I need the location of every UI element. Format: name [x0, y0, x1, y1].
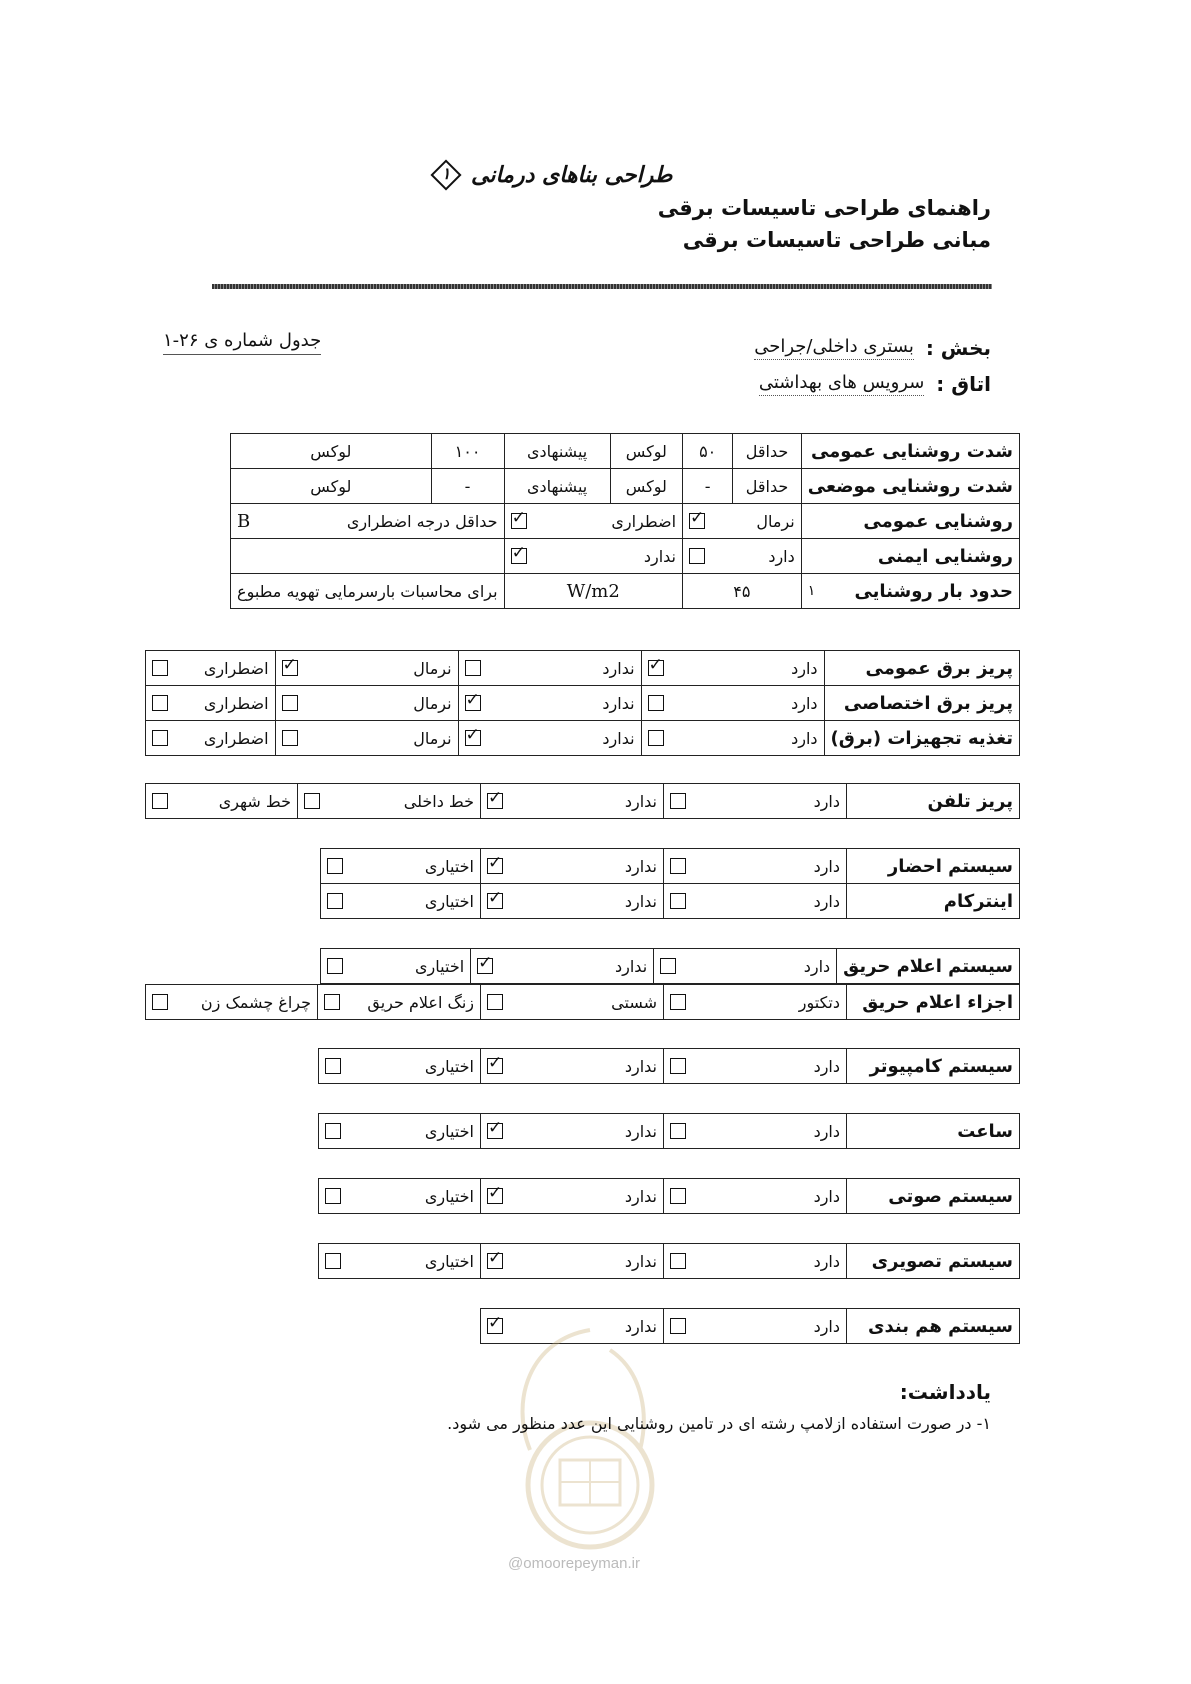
detector-label: دتکتور	[798, 992, 840, 1012]
document-header	[431, 158, 991, 256]
no-label: ندارد	[602, 658, 635, 678]
optional-option	[321, 849, 481, 884]
yes-label: دارد	[791, 728, 818, 748]
manual-call-option	[481, 985, 664, 1020]
optional-option	[321, 884, 481, 919]
table-row	[146, 985, 1020, 1020]
min-label: حداقل	[733, 434, 801, 469]
recommended-value: -	[431, 469, 504, 504]
yes-label: دارد	[813, 1316, 840, 1336]
safety-lighting-label: روشنایی ایمنی	[801, 539, 1019, 574]
book-title: طراحی بناهای درمانی	[471, 162, 673, 188]
general-intensity-label: شدت روشنایی عمومی	[801, 434, 1019, 469]
checkbox-city-line[interactable]	[152, 793, 168, 809]
checkbox-normal[interactable]	[282, 695, 298, 711]
paging-intercom-table	[320, 848, 1020, 919]
no-option	[458, 721, 641, 756]
watermark-text: @omoorepeyman.ir	[508, 1555, 640, 1572]
notes	[291, 1380, 991, 1433]
load-unit: W/m2	[504, 574, 682, 609]
checkbox-no[interactable]	[487, 1253, 503, 1269]
yes-option	[664, 784, 847, 819]
no-option	[481, 784, 664, 819]
bell-option	[318, 985, 481, 1020]
table-row	[231, 539, 1020, 574]
yes-option	[664, 1309, 847, 1344]
optional-option	[319, 1244, 481, 1279]
yes-label: دارد	[791, 658, 818, 678]
checkbox-yes[interactable]	[648, 660, 664, 676]
checkbox-yes[interactable]	[648, 730, 664, 746]
min-value: -	[683, 469, 733, 504]
checkbox-no[interactable]	[487, 793, 503, 809]
paging-label: سیستم احضار	[847, 849, 1020, 884]
room-label: اتاق :	[936, 372, 991, 396]
checkbox-yes[interactable]	[670, 1253, 686, 1269]
flasher-option	[146, 985, 318, 1020]
chapter-number-diamond-icon: ۱	[431, 160, 461, 190]
department-label: بخش :	[925, 336, 991, 360]
checkbox-yes[interactable]	[670, 1123, 686, 1139]
checkbox-yes[interactable]	[670, 858, 686, 874]
yes-option	[664, 849, 847, 884]
optional-label: اختیاری	[424, 1056, 474, 1076]
emergency-option	[146, 651, 276, 686]
header-title-row	[431, 158, 991, 192]
checkbox-bell[interactable]	[324, 994, 340, 1010]
bonding-label: سیستم هم بندی	[847, 1309, 1020, 1344]
checkbox-emergency[interactable]	[152, 695, 168, 711]
no-label: ندارد	[602, 693, 635, 713]
note-item: ۱- در صورت استفاده ازلامپ رشته ای در تامین روشنایی این عدد منظور می شود.	[447, 1414, 991, 1433]
clock-label: ساعت	[847, 1114, 1020, 1149]
normal-option	[683, 504, 802, 539]
no-label: ندارد	[615, 956, 648, 976]
table-row	[321, 884, 1020, 919]
yes-label: دارد	[813, 1251, 840, 1271]
local-intensity-label: شدت روشنایی موضعی	[801, 469, 1019, 504]
table-row	[231, 469, 1020, 504]
general-lighting-label: روشنایی عمومی	[801, 504, 1019, 539]
checkbox-yes[interactable]	[660, 958, 676, 974]
fire-alarm-label: سیستم اعلام حریق	[837, 949, 1020, 984]
emergency-option	[146, 686, 276, 721]
recommended-label: پیشنهادی	[504, 469, 610, 504]
optional-option	[319, 1179, 481, 1214]
table-row	[319, 1114, 1020, 1149]
intercom-label: اینترکام	[847, 884, 1020, 919]
general-socket-label: پریز برق عمومی	[824, 651, 1019, 686]
normal-label: نرمال	[413, 728, 452, 748]
yes-option	[683, 539, 802, 574]
emergency-label: اضطراری	[203, 658, 269, 678]
recommended-value: ۱۰۰	[431, 434, 504, 469]
yes-label: دارد	[813, 1186, 840, 1206]
checkbox-emergency[interactable]	[152, 730, 168, 746]
yes-label: دارد	[813, 1056, 840, 1076]
checkbox-yes[interactable]	[670, 793, 686, 809]
city-line-option	[146, 784, 298, 819]
yes-label: دارد	[813, 791, 840, 811]
optional-label: اختیاری	[424, 1251, 474, 1271]
checkbox-internal-line[interactable]	[304, 793, 320, 809]
min-value: ۵۰	[683, 434, 733, 469]
table-row	[146, 651, 1020, 686]
checkbox-yes[interactable]	[689, 548, 705, 564]
no-option	[504, 539, 682, 574]
table-row	[231, 574, 1020, 609]
yes-label: دارد	[813, 891, 840, 911]
equipment-supply-label: تغذیه تجهیزات (برق)	[824, 721, 1019, 756]
checkbox-yes[interactable]	[648, 695, 664, 711]
checkbox-normal[interactable]	[282, 730, 298, 746]
table-number: جدول شماره ی ۲۶-۱	[163, 330, 321, 355]
no-label: ندارد	[624, 791, 657, 811]
no-option	[471, 949, 654, 984]
load-value: ۴۵	[683, 574, 802, 609]
video-label: سیستم تصویری	[847, 1244, 1020, 1279]
computer-label: سیستم کامپیوتر	[847, 1049, 1020, 1084]
checkbox-emergency[interactable]	[152, 660, 168, 676]
checkbox-no[interactable]	[465, 660, 481, 676]
empty-cell	[231, 539, 505, 574]
yes-label: دارد	[813, 1121, 840, 1141]
no-label: ندارد	[602, 728, 635, 748]
checkbox-normal[interactable]	[282, 660, 298, 676]
yes-option	[654, 949, 837, 984]
yes-option	[641, 721, 824, 756]
normal-option	[275, 651, 458, 686]
yes-option	[664, 884, 847, 919]
table-row	[231, 504, 1020, 539]
checkbox-no[interactable]	[465, 730, 481, 746]
checkbox-optional[interactable]	[327, 858, 343, 874]
checkbox-no[interactable]	[487, 858, 503, 874]
watermark-logo-icon	[490, 1310, 690, 1570]
optional-label: اختیاری	[424, 856, 474, 876]
computer-table	[318, 1048, 1020, 1084]
optional-label: اختیاری	[424, 891, 474, 911]
yes-label: دارد	[791, 693, 818, 713]
load-desc: برای محاسبات بارسرمایی تهویه مطبوع	[231, 574, 505, 609]
min-degree-value: B	[237, 510, 251, 532]
flasher-label: چراغ چشمک زن	[200, 992, 311, 1012]
no-label: ندارد	[624, 1251, 657, 1271]
fire-parts-table	[145, 984, 1020, 1020]
no-option	[481, 849, 664, 884]
fire-alarm-table	[320, 948, 1020, 984]
normal-option	[275, 686, 458, 721]
city-line-label: خط شهری	[218, 791, 291, 811]
unit-lux: لوکس	[231, 469, 432, 504]
checkbox-yes[interactable]	[670, 1058, 686, 1074]
checkbox-flasher[interactable]	[152, 994, 168, 1010]
yes-option	[664, 1179, 847, 1214]
checkbox-optional[interactable]	[325, 1123, 341, 1139]
checkbox-optional[interactable]	[325, 1058, 341, 1074]
normal-label: نرمال	[756, 511, 795, 531]
normal-option	[275, 721, 458, 756]
optional-label: اختیاری	[424, 1121, 474, 1141]
emergency-option	[146, 721, 276, 756]
checkbox-no[interactable]	[477, 958, 493, 974]
fire-parts-label: اجزاء اعلام حریق	[847, 985, 1020, 1020]
min-degree-cell	[231, 504, 505, 539]
phone-table	[145, 783, 1020, 819]
unit-lux: لوکس	[231, 434, 432, 469]
no-label: ندارد	[624, 1186, 657, 1206]
checkbox-no[interactable]	[487, 893, 503, 909]
yes-label: دارد	[768, 546, 795, 566]
no-label: ندارد	[624, 1056, 657, 1076]
yes-label: دارد	[813, 856, 840, 876]
checkbox-optional[interactable]	[327, 958, 343, 974]
emergency-option	[504, 504, 682, 539]
optional-label: اختیاری	[415, 956, 465, 976]
table-row	[319, 1179, 1020, 1214]
table-row	[321, 849, 1020, 884]
table-row	[231, 434, 1020, 469]
bell-label: زنگ اعلام حریق	[367, 992, 474, 1012]
lighting-table	[230, 433, 1020, 609]
emergency-label: اضطراری	[611, 511, 677, 531]
header-divider	[212, 284, 992, 289]
checkbox-yes[interactable]	[670, 893, 686, 909]
audio-table	[318, 1178, 1020, 1214]
checkbox-no[interactable]	[487, 1188, 503, 1204]
optional-option	[319, 1114, 481, 1149]
no-option	[458, 651, 641, 686]
checkbox-no[interactable]	[487, 1123, 503, 1139]
checkbox-yes[interactable]	[670, 1188, 686, 1204]
table-row	[146, 721, 1020, 756]
power-table	[145, 650, 1020, 756]
table-row	[319, 1244, 1020, 1279]
yes-option	[664, 1114, 847, 1149]
guide-title: راهنمای طراحی تاسیسات برقی	[657, 196, 991, 220]
video-table	[318, 1243, 1020, 1279]
internal-line-option	[298, 784, 481, 819]
no-label: ندارد	[624, 891, 657, 911]
emergency-label: اضطراری	[203, 728, 269, 748]
phone-socket-label: پریز تلفن	[847, 784, 1020, 819]
yes-option	[664, 1244, 847, 1279]
room-value: سرویس های بهداشتی	[759, 372, 924, 396]
chapter-title: مبانی طراحی تاسیسات برقی	[682, 228, 991, 252]
unit-lux: لوکس	[610, 469, 682, 504]
checkbox-detector[interactable]	[670, 994, 686, 1010]
section-info	[754, 330, 991, 402]
internal-line-label: خط داخلی	[403, 791, 474, 811]
notes-title: یادداشت:	[899, 1380, 991, 1404]
checkbox-no[interactable]	[511, 548, 527, 564]
audio-label: سیستم صوتی	[847, 1179, 1020, 1214]
table-row	[146, 784, 1020, 819]
recommended-label: پیشنهادی	[504, 434, 610, 469]
checkbox-optional[interactable]	[325, 1253, 341, 1269]
checkbox-no[interactable]	[465, 695, 481, 711]
checkbox-manual-call[interactable]	[487, 994, 503, 1010]
optional-label: اختیاری	[424, 1186, 474, 1206]
no-option	[481, 1244, 664, 1279]
yes-option	[664, 1049, 847, 1084]
checkbox-emergency[interactable]	[511, 513, 527, 529]
checkbox-optional[interactable]	[327, 893, 343, 909]
optional-option	[321, 949, 471, 984]
no-label: ندارد	[643, 546, 677, 566]
table-row	[319, 1049, 1020, 1084]
min-label: حداقل	[733, 469, 801, 504]
no-option	[458, 686, 641, 721]
min-degree-label: حداقل درجه اضطراری	[346, 511, 498, 531]
yes-option	[641, 651, 824, 686]
optional-option	[319, 1049, 481, 1084]
table-row	[321, 949, 1020, 984]
yes-label: دارد	[803, 956, 831, 976]
no-option	[481, 1114, 664, 1149]
no-option	[481, 1049, 664, 1084]
dedicated-socket-label: پریز برق اختصاصی	[824, 686, 1019, 721]
unit-lux: لوکس	[610, 434, 682, 469]
note-ref: ۱	[807, 583, 816, 599]
yes-option	[641, 686, 824, 721]
no-option	[481, 884, 664, 919]
no-label: ندارد	[624, 856, 657, 876]
load-limit-label: حدود بار روشنایی	[854, 580, 1013, 602]
emergency-label: اضطراری	[203, 693, 269, 713]
no-label: ندارد	[624, 1316, 657, 1336]
table-row	[146, 686, 1020, 721]
department-value: بستری داخلی/جراحی	[754, 336, 914, 360]
detector-option	[664, 985, 847, 1020]
no-option	[481, 1179, 664, 1214]
normal-label: نرمال	[413, 658, 452, 678]
manual-call-label: شستی	[611, 992, 657, 1012]
checkbox-normal[interactable]	[689, 513, 705, 529]
load-limit-cell	[801, 574, 1019, 609]
normal-label: نرمال	[413, 693, 452, 713]
no-label: ندارد	[624, 1121, 657, 1141]
checkbox-no[interactable]	[487, 1058, 503, 1074]
clock-table	[318, 1113, 1020, 1149]
checkbox-optional[interactable]	[325, 1188, 341, 1204]
